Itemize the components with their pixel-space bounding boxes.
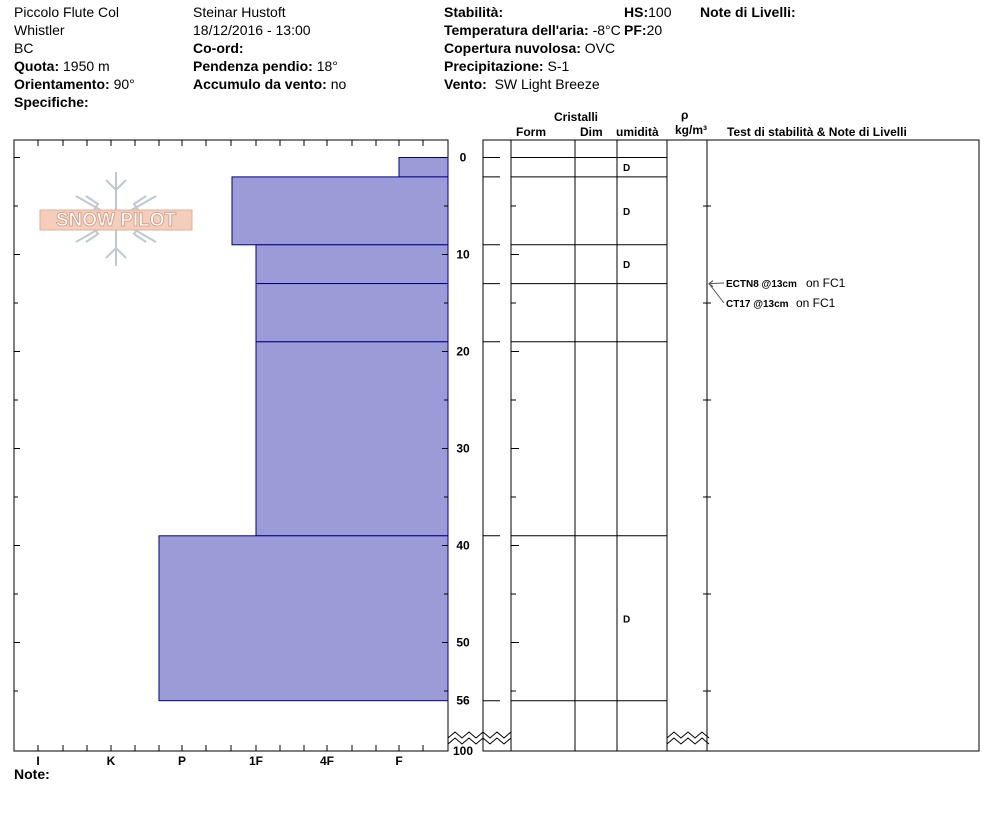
hardness-bar-2 <box>256 245 448 284</box>
hardness-bar-4 <box>256 342 448 536</box>
moisture-value-3: D <box>623 614 631 626</box>
notes-label: Note: <box>14 766 50 782</box>
depth-axis <box>453 151 473 759</box>
test-arrow-1 <box>709 284 724 303</box>
hardness-label-P: P <box>177 754 187 768</box>
air-temp-label: Temperatura dell'aria: <box>444 22 589 38</box>
coord-label: Co-ord: <box>193 40 244 56</box>
hardness-bar-5 <box>159 536 448 701</box>
hardness-label-4F: 4F <box>319 754 335 768</box>
elevation-label: Quota: <box>14 58 60 74</box>
axis-break-marks <box>448 732 709 744</box>
cloud-label: Copertura nuvolosa: <box>444 40 581 56</box>
moisture-values <box>623 163 630 625</box>
stability-label: Stabilità: <box>444 4 504 20</box>
size-header: Dim <box>580 125 603 139</box>
cloud-value: OVC <box>584 40 616 56</box>
precip-value: S-1 <box>547 58 570 74</box>
moisture-header: umidità <box>616 125 659 139</box>
rho-header: ρ <box>681 108 689 122</box>
elevation-value: 1950 m <box>63 58 110 74</box>
hardness-bar-3 <box>256 284 448 342</box>
layer-notes-label: Note di Livelli: <box>700 4 796 20</box>
aspect-value: 90° <box>113 76 135 92</box>
wind-loading-label: Accumulo da vento: <box>193 76 327 92</box>
test-arrow-0 <box>709 283 724 284</box>
logo-text: SNOW PILOT <box>55 210 177 231</box>
slope-value: 18° <box>316 58 338 74</box>
pf-label: PF: <box>624 22 647 38</box>
wind-label: Vento: <box>444 76 487 92</box>
layer-table-grid <box>483 140 711 751</box>
precip-label: Precipitazione: <box>444 58 544 74</box>
depth-label-10: 10 <box>456 247 470 262</box>
hardness-label-1F: 1F <box>248 754 264 768</box>
moisture-value-2: D <box>623 260 631 272</box>
hardness-bar-1 <box>232 177 448 245</box>
datetime-text: 18/12/2016 - 13:00 <box>193 22 311 38</box>
hardness-bars <box>159 158 448 701</box>
wind-loading-value: no <box>330 76 347 92</box>
air-temp-value: -8°C <box>592 22 621 38</box>
crystals-header: Cristalli <box>554 110 599 124</box>
depth-label-20: 20 <box>456 344 470 359</box>
depth-label-50: 50 <box>456 635 470 650</box>
specifics-label: Specifiche: <box>14 94 89 110</box>
location-text: Piccolo Flute Col <box>14 4 120 20</box>
depth-label-40: 40 <box>456 538 470 553</box>
hardness-label-F: F <box>395 754 403 768</box>
depth-label-30: 30 <box>456 441 470 456</box>
subregion-text: BC <box>14 40 34 56</box>
test-code-1: CT17 @13cm <box>726 299 789 310</box>
hardness-axis <box>36 754 402 768</box>
moisture-value-1: D <box>623 206 631 218</box>
tests-header: Test di stabilità & Note di Livelli <box>727 125 907 139</box>
slope-label: Pendenza pendio: <box>193 58 313 74</box>
test-note-1: on FC1 <box>796 296 836 310</box>
stability-tests <box>709 276 846 310</box>
test-code-0: ECTN8 @13cm <box>726 279 797 290</box>
observer-text: Steinar Hustoft <box>193 4 286 20</box>
region-text: Whistler <box>14 22 65 38</box>
form-header: Form <box>516 125 546 139</box>
moisture-value-0: D <box>623 163 631 175</box>
pf-value: 20 <box>646 22 663 38</box>
hardness-bar-0 <box>399 158 448 177</box>
depth-label-56: 56 <box>456 693 470 708</box>
hardness-label-I: I <box>36 754 40 768</box>
hs-value: 100 <box>648 4 672 20</box>
hs-label: HS: <box>624 4 649 20</box>
aspect-label: Orientamento: <box>14 76 110 92</box>
wind-value: SW Light Breeze <box>494 76 600 92</box>
hardness-label-K: K <box>106 754 116 768</box>
snowpilot-logo <box>40 172 192 266</box>
test-note-0: on FC1 <box>806 276 846 290</box>
density-unit-header: kg/m³ <box>675 123 708 137</box>
depth-label-100: 100 <box>452 744 474 758</box>
layer-table-frame <box>483 140 979 751</box>
depth-label-0: 0 <box>459 150 467 165</box>
